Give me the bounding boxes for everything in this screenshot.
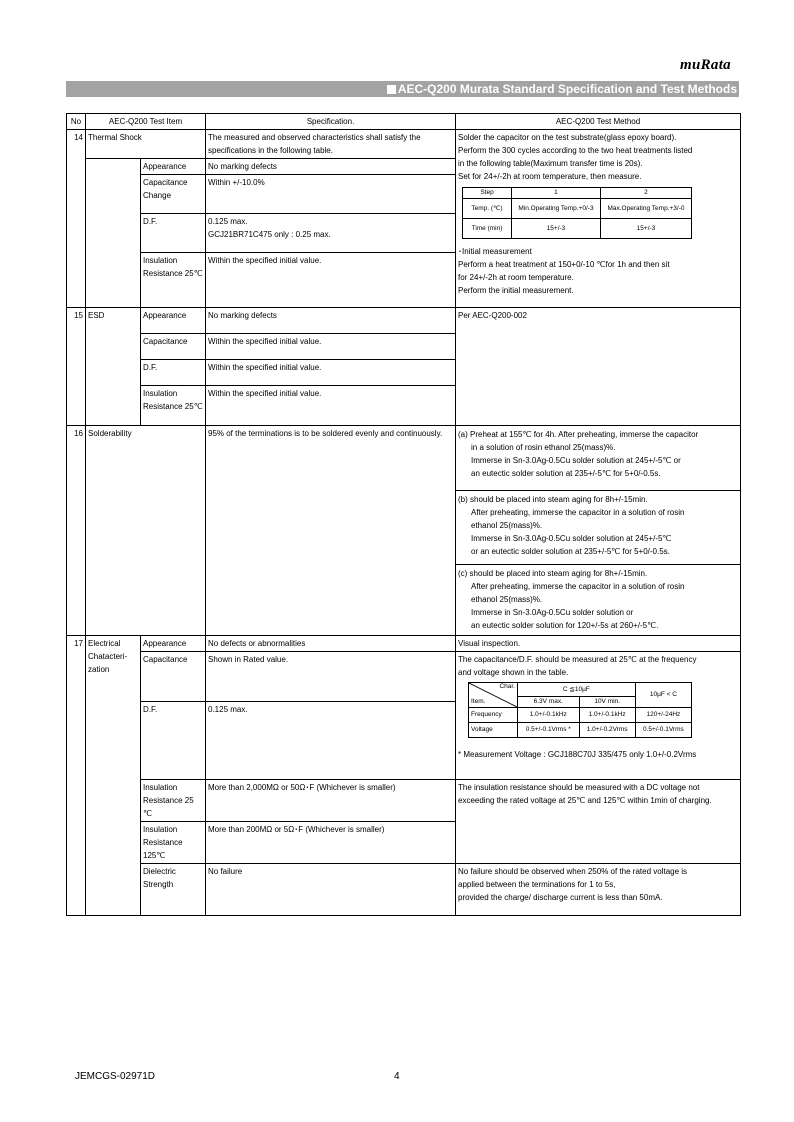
specification-table-wrapper bbox=[66, 113, 740, 916]
spec-text: More than 2,000MΩ or 50Ω･F (Whichever is smaller) bbox=[206, 780, 456, 822]
sub-item-label: Appearance bbox=[141, 159, 206, 175]
step-header: 2 bbox=[600, 188, 691, 199]
sub-item-label: Capacitance bbox=[141, 652, 206, 702]
spec-text: Within +/-10.0% bbox=[206, 175, 456, 214]
method-line: (a) Preheat at 155℃ for 4h. After preheating, immerse the capacitor bbox=[458, 430, 699, 439]
sub-item-label: Dielectric Strength bbox=[141, 864, 206, 916]
sub-item-label: Insulation Resistance 25℃ bbox=[141, 386, 206, 426]
method-line: Perform the 300 cycles according to the two heat treatments listed bbox=[458, 146, 693, 155]
temp-label: Temp. (℃) bbox=[463, 199, 512, 219]
item-name: Electrical Chatacteri-zation bbox=[86, 636, 141, 916]
sub-item-label: Insulation Resistance 25℃ bbox=[141, 253, 206, 308]
method-line: ethanol 25(mass)%. bbox=[471, 521, 543, 530]
voltage-class-header: 6.3V max. bbox=[518, 697, 580, 708]
item-no: 14 bbox=[67, 130, 86, 308]
table-row bbox=[67, 780, 741, 822]
table-row bbox=[67, 426, 741, 636]
method-line: applied between the terminations for 1 to 5s, bbox=[458, 880, 616, 889]
table-header-row bbox=[67, 114, 741, 130]
spec-text: No marking defects bbox=[206, 308, 456, 334]
banner-title: AEC-Q200 Murata Standard Specification and Test Methods bbox=[397, 82, 737, 96]
method-section-b bbox=[456, 490, 740, 564]
sub-item-label: Capacitance Change bbox=[141, 175, 206, 214]
header-no: No bbox=[67, 114, 86, 130]
cap-gt-header: 10μF < C bbox=[635, 683, 691, 708]
step-header: 1 bbox=[512, 188, 601, 199]
header-test-method: AEC-Q200 Test Method bbox=[456, 114, 741, 130]
thermal-step-table bbox=[462, 187, 692, 239]
spec-text: 95% of the terminations is to be soldered evenly and continuously. bbox=[206, 426, 456, 636]
method-line: ･Initial measurement bbox=[458, 247, 532, 256]
measurement-note: * Measurement Voltage : GCJ188C70J 335/475 only 1.0+/-0.2Vrms bbox=[458, 750, 697, 759]
table-row bbox=[67, 652, 741, 702]
spec-line: 0.125 max. bbox=[208, 217, 248, 226]
cap-le-header: C ≦10μF bbox=[518, 683, 636, 697]
test-method bbox=[456, 864, 741, 916]
method-line: in the following table(Maximum transfer time is 20s). bbox=[458, 159, 643, 168]
page-number: 4 bbox=[394, 1071, 400, 1082]
header-test-item: AEC-Q200 Test Item bbox=[86, 114, 206, 130]
method-line: provided the charge/ discharge current is less than 50mA. bbox=[458, 893, 663, 902]
item-no: 16 bbox=[67, 426, 86, 636]
item-no: 15 bbox=[67, 308, 86, 426]
item-label: Item. bbox=[471, 698, 486, 705]
method-section-c bbox=[456, 564, 740, 635]
document-code: JEMCGS-02971D bbox=[75, 1071, 156, 1082]
method-line: After preheating, immerse the capacitor in a solution of rosin bbox=[471, 582, 685, 591]
voltage-value: 0.5+/-0.1Vrms * bbox=[518, 723, 580, 738]
test-method bbox=[456, 426, 741, 636]
time-label: Time (min) bbox=[463, 219, 512, 239]
specification-table bbox=[66, 113, 741, 916]
frequency-value: 120+/-24Hz bbox=[635, 708, 691, 723]
step-header: Step bbox=[463, 188, 512, 199]
method-line: for 24+/-2h at room temperature. bbox=[458, 273, 574, 282]
spec-text: More than 200MΩ or 5Ω･F (Whichever is smaller) bbox=[206, 822, 456, 864]
sub-item-label: D.F. bbox=[141, 702, 206, 780]
spec-text: No defects or abnormalities bbox=[206, 636, 456, 652]
method-line: or an eutectic solder solution at 235+/-5℃ for 5+0/-0.5s. bbox=[471, 547, 670, 556]
method-line: (b) should be placed into steam aging for 8h+/-15min. bbox=[458, 495, 648, 504]
item-name: ESD bbox=[86, 308, 141, 426]
murata-logo: muRata bbox=[680, 57, 731, 73]
temp-value: Max.Operating Temp.+3/-0 bbox=[600, 199, 691, 219]
method-line: Set for 24+/-2h at room temperature, then measure. bbox=[458, 172, 642, 181]
method-line: Immerse in Sn-3.0Ag-0.5Cu solder solution at 245+/-5℃ bbox=[471, 534, 672, 543]
item-name: Solderability bbox=[86, 426, 206, 636]
spec-line: GCJ21BR71C475 only : 0.25 max. bbox=[208, 230, 331, 239]
table-row bbox=[67, 308, 741, 334]
spec-text: Within the specified initial value. bbox=[206, 386, 456, 426]
voltage-label: Voltage bbox=[469, 723, 518, 738]
method-line: Perform a heat treatment at 150+0/-10 ℃for 1h and then sit bbox=[458, 260, 670, 269]
voltage-value: 1.0+/-0.2Vrms bbox=[579, 723, 635, 738]
test-method: Per AEC-Q200-002 bbox=[456, 308, 741, 426]
sub-item-label: D.F. bbox=[141, 214, 206, 253]
method-section-a bbox=[456, 426, 740, 490]
spec-text bbox=[206, 214, 456, 253]
method-line: No failure should be observed when 250% of the rated voltage is bbox=[458, 867, 688, 876]
method-line: The insulation resistance should be measured with a DC voltage not bbox=[458, 783, 700, 792]
spec-text: Within the specified initial value. bbox=[206, 360, 456, 386]
char-item-diagonal-cell bbox=[469, 683, 518, 708]
spec-text: Shown in Rated value. bbox=[206, 652, 456, 702]
section-banner bbox=[66, 81, 739, 97]
method-line: (c) should be placed into steam aging for 8h+/-15min. bbox=[458, 569, 648, 578]
voltage-value: 0.5+/-0.1Vrms bbox=[635, 723, 691, 738]
test-method bbox=[456, 780, 741, 864]
time-value: 15+/-3 bbox=[512, 219, 601, 239]
method-line: After preheating, immerse the capacitor in a solution of rosin bbox=[471, 508, 685, 517]
method-line: and voltage shown in the table. bbox=[458, 668, 569, 677]
temp-value: Min.Operating Temp.+0/-3 bbox=[512, 199, 601, 219]
spec-text: 0.125 max. bbox=[206, 702, 456, 780]
char-label: Char. bbox=[499, 683, 515, 690]
method-line: Perform the initial measurement. bbox=[458, 286, 574, 295]
test-method bbox=[456, 130, 741, 308]
method-line: Immerse in Sn-3.0Ag-0.5Cu solder solution or bbox=[471, 608, 634, 617]
table-row bbox=[67, 130, 741, 159]
method-line: Solder the capacitor on the test substrate(glass epoxy board). bbox=[458, 133, 677, 142]
sub-item-label: Appearance bbox=[141, 308, 206, 334]
item-spacer bbox=[86, 159, 141, 308]
method-line: exceeding the rated voltage at 25℃ and 125℃ within 1min of charging. bbox=[458, 796, 712, 805]
item-name: Thermal Shock bbox=[86, 130, 206, 159]
frequency-value: 1.0+/-0.1kHz bbox=[518, 708, 580, 723]
method-line: in a solution of rosin ethanol 25(mass)%. bbox=[471, 443, 616, 452]
sub-item-label: Appearance bbox=[141, 636, 206, 652]
method-line: an eutectic solder solution at 235+/-5℃ for 5+0/-0.5s. bbox=[471, 469, 661, 478]
spec-text: Within the specified initial value. bbox=[206, 253, 456, 308]
spec-text: Within the specified initial value. bbox=[206, 334, 456, 360]
square-bullet-icon bbox=[387, 85, 396, 94]
voltage-class-header: 10V min. bbox=[579, 697, 635, 708]
test-method: Visual inspection. bbox=[456, 636, 741, 652]
method-line: The capacitance/D.F. should be measured at 25℃ at the frequency bbox=[458, 655, 697, 664]
method-line: an eutectic solder solution for 120+/-5s at 260+/-5℃. bbox=[471, 621, 659, 630]
spec-text: No marking defects bbox=[206, 159, 456, 175]
frequency-label: Frequency bbox=[469, 708, 518, 723]
test-method bbox=[456, 652, 741, 780]
time-value: 15+/-3 bbox=[600, 219, 691, 239]
spec-text: No failure bbox=[206, 864, 456, 916]
measurement-table bbox=[468, 682, 692, 738]
method-line: Immerse in Sn-3.0Ag-0.5Cu solder solution at 245+/-5℃ or bbox=[471, 456, 681, 465]
sub-item-label: Insulation Resistance 25 ℃ bbox=[141, 780, 206, 822]
header-specification: Specification. bbox=[206, 114, 456, 130]
table-row bbox=[67, 636, 741, 652]
sub-item-label: D.F. bbox=[141, 360, 206, 386]
sub-item-label: Capacitance bbox=[141, 334, 206, 360]
item-no: 17 bbox=[67, 636, 86, 916]
table-row bbox=[67, 864, 741, 916]
frequency-value: 1.0+/-0.1kHz bbox=[579, 708, 635, 723]
spec-text: The measured and observed characteristics shall satisfy the specifications in the following table. bbox=[206, 130, 456, 159]
sub-item-label: Insulation Resistance 125℃ bbox=[141, 822, 206, 864]
method-line: ethanol 25(mass)%. bbox=[471, 595, 543, 604]
